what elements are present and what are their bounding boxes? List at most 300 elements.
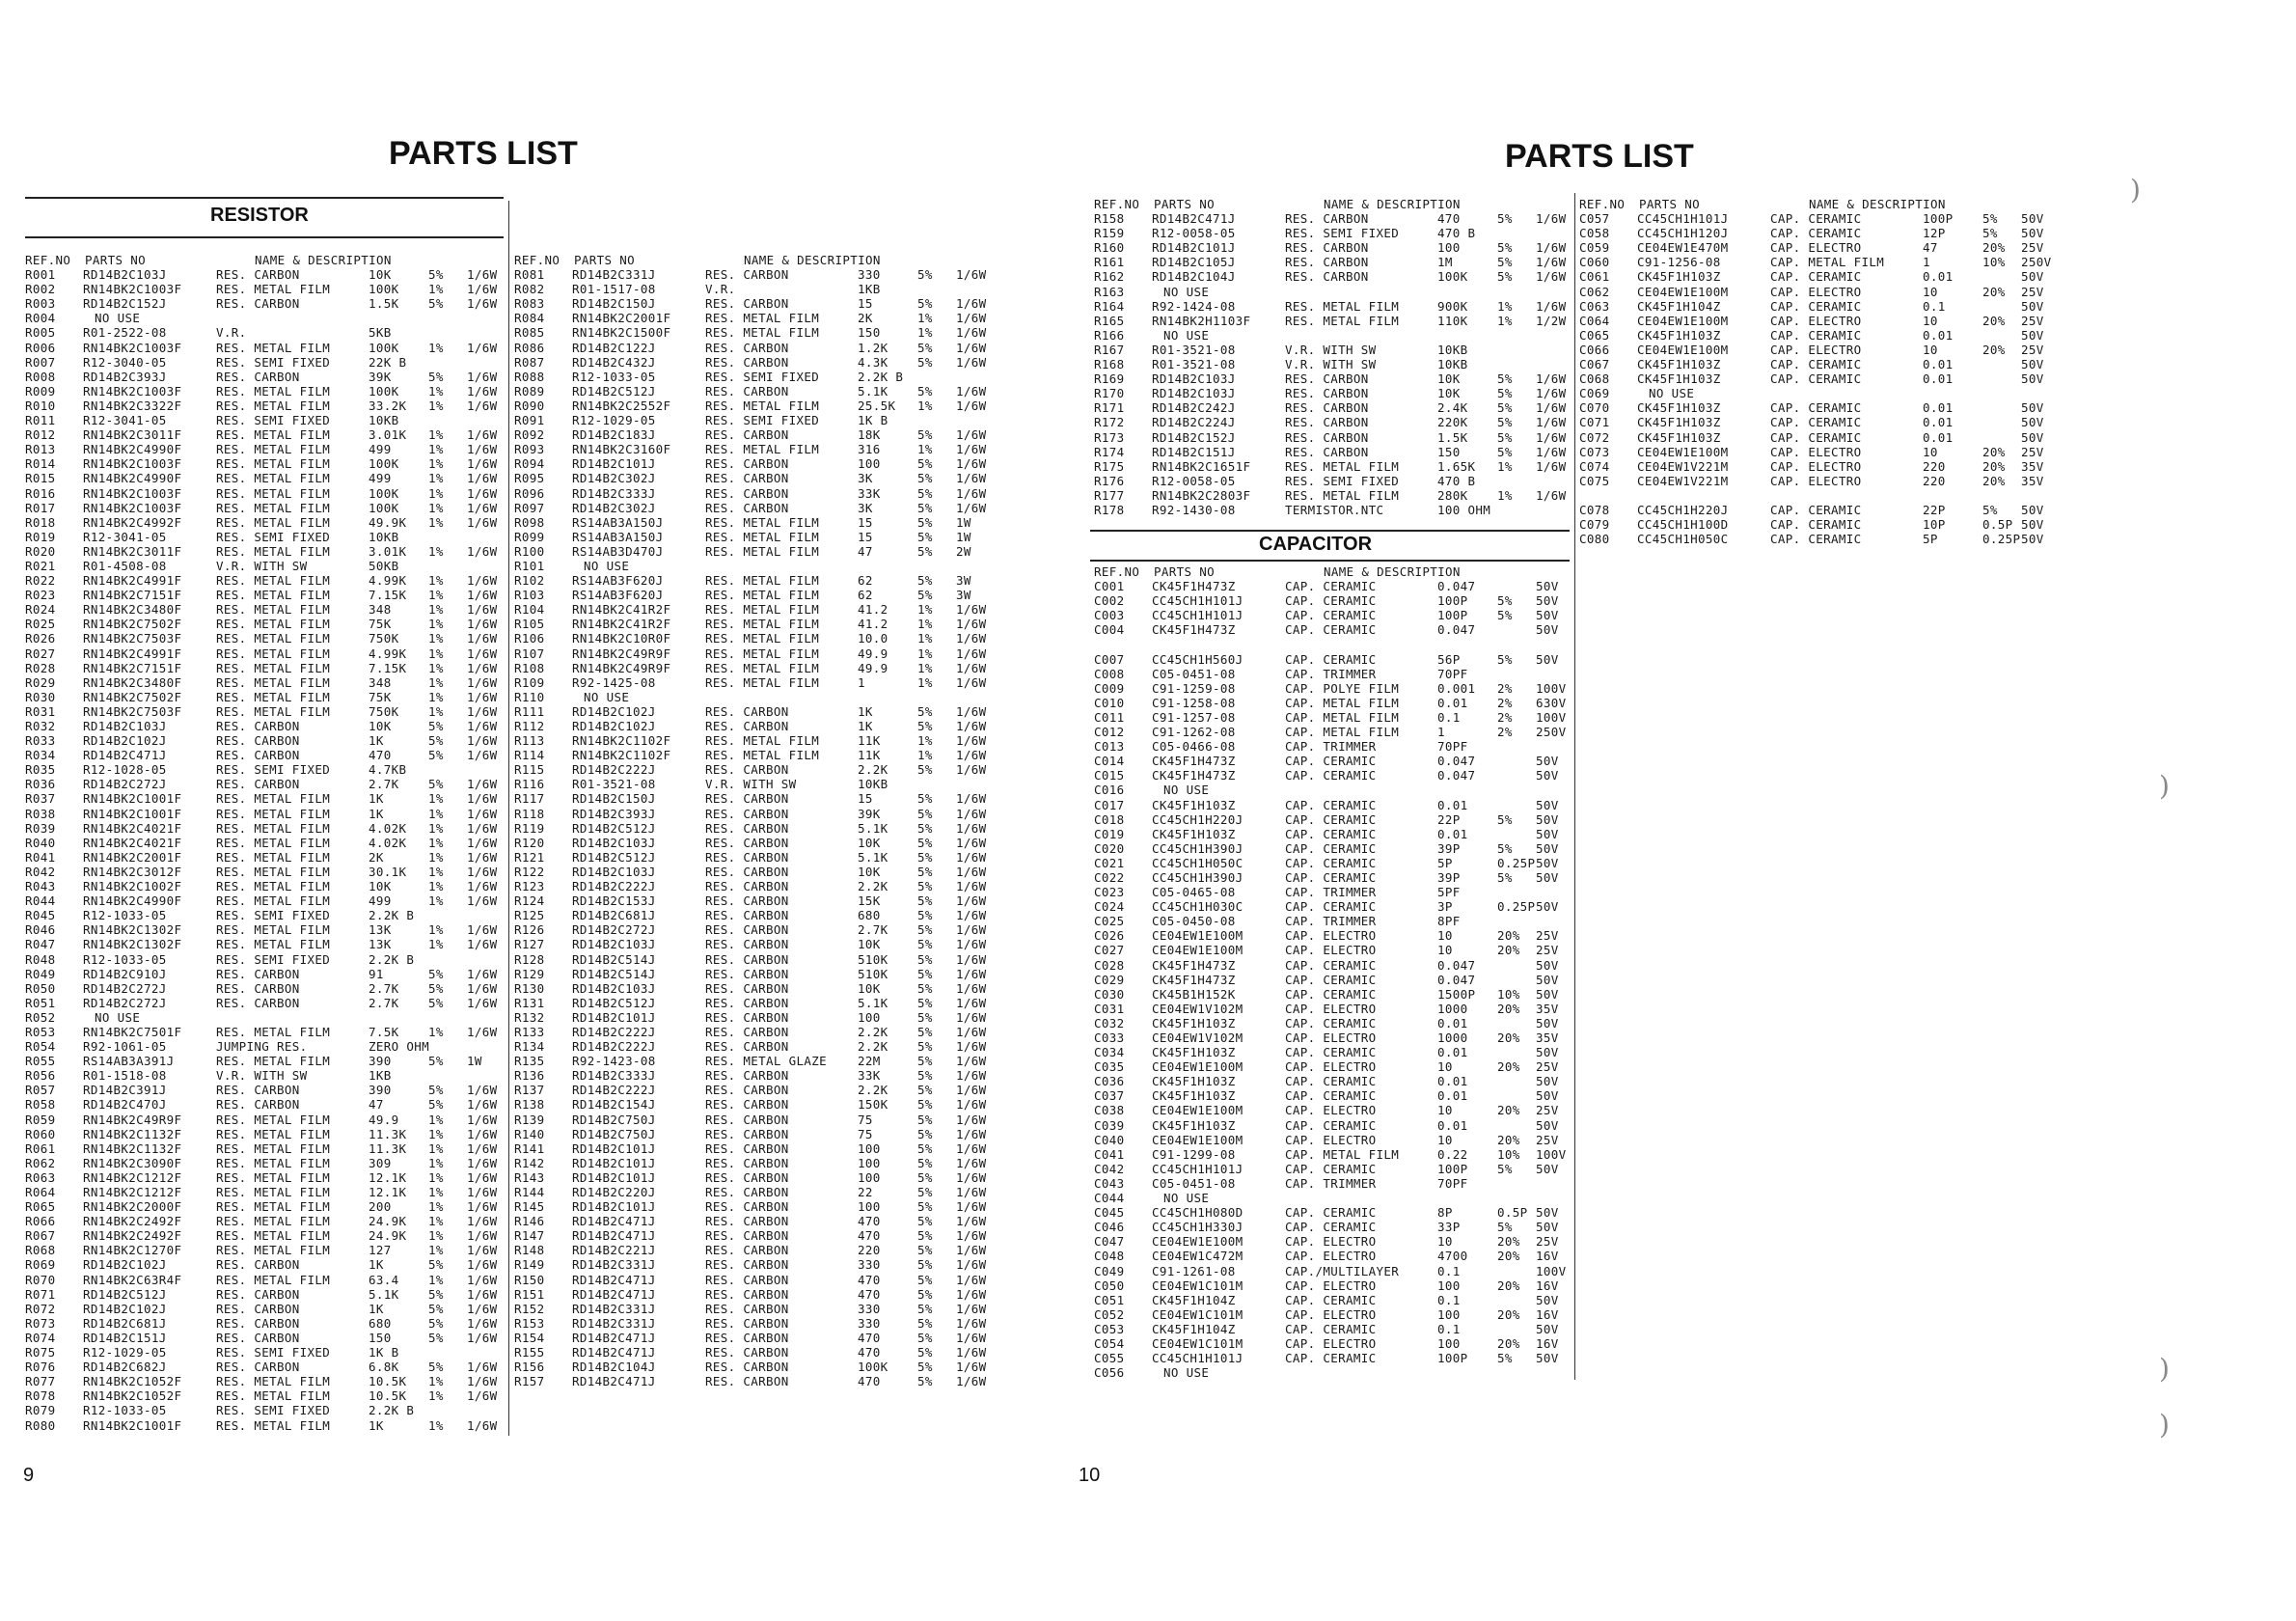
table-row [1094,899,1576,914]
tolerance: 1% [428,703,444,719]
ref-no: R104 [514,602,545,618]
table-row [1094,696,1576,710]
header-desc: NAME & DESCRIPTION [255,253,392,267]
value: 499 [369,442,392,457]
description: RES. CARBON [705,922,789,938]
tolerance: 5% [428,1315,444,1331]
rating: 16V [1536,1306,1559,1322]
ref-no: R170 [1094,386,1125,401]
table-row [1094,1336,1576,1351]
value: 2.2K [858,1083,888,1098]
description: RES. CARBON [705,1272,789,1287]
description: JUMPING RES. [216,1039,308,1055]
ref-no: C053 [1094,1321,1125,1336]
table-row [1094,1074,1576,1088]
table-row [25,1388,507,1403]
ref-no: R016 [25,485,56,501]
parts-no: RD14B2C471J [572,1228,656,1244]
parts-no: RD14B2C432J [572,354,656,370]
table-row [514,311,997,325]
value: 10 [1437,1234,1453,1250]
table-row [1579,517,2062,532]
table-row [514,1273,997,1287]
tolerance: 1% [428,442,444,457]
table-row [25,486,507,501]
description: RES. SEMI FIXED [1285,226,1400,241]
rating: 25V [1536,1103,1559,1118]
ref-no: C043 [1094,1175,1125,1191]
table-row [514,807,997,821]
description: RES. CARBON [705,849,789,865]
table-row [1094,710,1576,725]
value: 70PF [1437,1175,1468,1191]
table-row [25,791,507,806]
table-row [514,1156,997,1170]
tolerance: 5% [917,1360,933,1375]
table-row [1094,1351,1576,1365]
header-parts: PARTS NO [1154,564,1216,579]
ref-no: R109 [514,674,545,690]
table-row [514,908,997,922]
margin-bracket-icon: ) [2130,174,2141,206]
rating: 1/6W [467,1169,498,1185]
value: 1KB [858,282,881,297]
ref-no: C047 [1094,1234,1125,1250]
value: 10K [858,937,881,952]
description: RES. CARBON [705,893,789,909]
table-row [514,733,997,748]
description: RES. CARBON [1285,255,1369,270]
description: RES. CARBON [705,340,789,355]
ref-no: R005 [25,325,56,341]
tolerance: 5% [1497,1220,1513,1235]
description: RES. CARBON [705,1199,789,1215]
value: 91 [369,966,384,981]
description: RES. CARBON [216,1330,300,1345]
parts-no: RD14B2C331J [572,1257,656,1273]
parts-no: R12-0058-05 [1152,226,1236,241]
tolerance: 1% [917,442,933,457]
description: CAP. POLYE FILM [1285,680,1400,696]
value: 100K [369,282,399,297]
parts-no: RD14B2C101J [572,1140,656,1156]
table-row [514,617,997,631]
rating: 1/6W [467,398,498,413]
ref-no: R095 [514,471,545,486]
header-desc: NAME & DESCRIPTION [1324,197,1461,211]
tolerance: 5% [917,1083,933,1098]
description: CAP. CERAMIC [1770,298,1862,314]
tolerance: 1% [1497,313,1513,328]
tolerance: 1% [428,1388,444,1404]
parts-no: RD14B2C103J [572,937,656,952]
rating: 50V [2021,226,2044,241]
rating: 50V [2021,400,2044,416]
ref-no: R168 [1094,357,1125,372]
rating: 25V [1536,1059,1559,1075]
parts-no: RD14B2C102J [572,703,656,719]
description: RES. METAL FILM [216,1243,331,1258]
ref-no: C015 [1094,768,1125,783]
rating: 1/6W [956,456,987,472]
rating: 1/6W [467,1388,498,1404]
description: RES. METAL FILM [216,660,331,675]
ref-no: R103 [514,588,545,603]
ref-no: R105 [514,617,545,632]
parts-no: CE04EW1C101M [1152,1306,1244,1322]
value: 0.1 [1437,709,1461,725]
parts-no: RD14B2C122J [572,340,656,355]
parts-no: RD14B2C393J [572,806,656,821]
parts-no: RD14B2C103J [572,980,656,996]
value: 220 [858,1243,881,1258]
rating: 50V [1536,1321,1559,1336]
tolerance: 5% [428,296,444,312]
value: 0.047 [1437,754,1476,769]
table-row [514,646,997,661]
value: 10K [369,267,392,283]
description: CAP. CERAMIC [1770,517,1862,533]
tolerance: 10% [1982,255,2006,270]
tolerance: 5% [917,1286,933,1302]
description: RES. CARBON [1285,429,1369,445]
description: CAP. ELECTRO [1285,1234,1377,1250]
parts-no: RN14BK2C4991F [83,573,182,589]
header-ref: REF.NO [1094,197,1140,211]
ref-no: R023 [25,588,56,603]
rating: 1/6W [1536,487,1567,503]
table-row [1094,928,1576,943]
description: RES. METAL FILM [705,514,820,530]
description: CAP. CERAMIC [1285,768,1377,783]
rating: 1/6W [956,1024,987,1039]
parts-no: RD14B2C152J [83,296,167,312]
table-row [1579,371,2062,386]
value: 4700 [1437,1249,1468,1264]
ref-no: R126 [514,922,545,938]
value: 1K [369,733,384,749]
header-parts: PARTS NO [1154,197,1216,211]
tolerance: 1% [428,660,444,675]
ref-no: R154 [514,1330,545,1345]
value: 5.1K [858,820,888,836]
tolerance: 5% [1497,811,1513,827]
parts-no: CC45CH1H080D [1152,1205,1244,1221]
tolerance: 5% [1497,415,1513,430]
value: 0.1 [1437,1321,1461,1336]
rating: 630V [1536,695,1567,710]
rating: 1/6W [956,1126,987,1141]
rating: 50V [1536,899,1559,915]
ref-no: R067 [25,1228,56,1244]
tolerance: 1% [428,1272,444,1287]
table-row [514,1243,997,1257]
rating: 2W [956,543,971,559]
description: RES. METAL FILM [216,1112,331,1127]
rating: 1/6W [467,1083,498,1098]
tolerance: 1% [428,514,444,530]
table-row [25,937,507,951]
parts-no: RD14B2C101J [572,1155,656,1170]
ref-no: R116 [514,777,545,792]
parts-no: CC45CH1H390J [1152,869,1244,885]
table-row [1094,1249,1576,1263]
description: RES. CARBON [216,267,300,283]
margin-bracket-icon: ) [2159,1353,2170,1385]
description: RES. METAL FILM [705,398,820,413]
parts-no: CC45CH1H101J [1152,608,1244,623]
parts-no: RD14B2C331J [572,1315,656,1331]
ref-no: C037 [1094,1088,1125,1104]
value: 0.01 [1923,269,1954,285]
tolerance: 20% [1497,1030,1520,1045]
value: 47 [858,543,873,559]
ref-no: C033 [1094,1030,1125,1045]
tolerance: 5% [917,1009,933,1025]
value: 470 [1437,211,1461,227]
table-row [25,850,507,865]
parts-no: CK45F1H103Z [1637,357,1721,372]
table-row [514,762,997,777]
rating: 50V [1536,1015,1559,1030]
description: RES. METAL FILM [216,543,331,559]
value: 280K [1437,487,1468,503]
ref-no: R030 [25,689,56,704]
ref-no: R121 [514,849,545,865]
table-row [1094,870,1576,885]
rating: 100V [1536,709,1567,725]
ref-no: R022 [25,573,56,589]
parts-no: RD14B2C750J [572,1112,656,1127]
description: CAP. CERAMIC [1285,957,1377,973]
parts-no: RS14AB3A391J [83,1054,175,1069]
ref-no: R123 [514,879,545,894]
value: 49.9K [369,514,407,530]
description: RES. CARBON [1285,371,1369,387]
rating: 25V [1536,928,1559,944]
description: RES. METAL FILM [1285,458,1400,474]
value: 10K [858,980,881,996]
value: 11.3K [369,1126,407,1141]
table-row [1094,1030,1576,1045]
parts-no: RN14BK2C3160F [572,442,671,457]
description: RES. CARBON [705,879,789,894]
ref-no: R137 [514,1083,545,1098]
description: RES. CARBON [705,1097,789,1113]
description: CAP. TRIMMER [1285,739,1377,755]
parts-no: R01-2522-08 [83,325,167,341]
rating: 1/6W [956,646,987,661]
description: RES. METAL FILM [705,442,820,457]
tolerance: 20% [1497,1103,1520,1118]
value: 100 [858,456,881,472]
description: RES. CARBON [216,1257,300,1273]
rating: 50V [2021,429,2044,445]
parts-no: CK45F1H103Z [1152,826,1236,841]
rating: 50V [2021,357,2044,372]
ref-no: C046 [1094,1220,1125,1235]
rating: 1/6W [467,1360,498,1375]
parts-no: CE04EW1C472M [1152,1249,1244,1264]
description: RES. CARBON [705,500,789,515]
rating: 1/6W [956,354,987,370]
table-row [25,384,507,398]
table-row [25,1113,507,1127]
tolerance: 0.25P [1497,855,1536,870]
parts-no: RN14BK2C1003F [83,456,182,472]
parts-no: RD14B2C151J [1152,444,1236,459]
table-row [1094,1045,1576,1059]
rating: 50V [1536,1292,1559,1307]
parts-no: RD14B2C103J [572,835,656,850]
description: RES. SEMI FIXED [216,908,331,923]
table-row [1579,430,2062,445]
description: CAP. CERAMIC [1285,651,1377,667]
rating: 1/6W [1536,211,1567,227]
rating: 1/6W [1536,386,1567,401]
value: 12.1K [369,1185,407,1199]
rating: 1/6W [956,1169,987,1185]
value: 10 [1437,928,1453,944]
description: RES. CARBON [705,1301,789,1316]
value: 5P [1923,532,1938,547]
table-row [25,661,507,675]
parts-no: CK45F1H103Z [1637,269,1721,285]
table-row [1094,1088,1576,1103]
table-row [514,1287,997,1302]
ref-no: C036 [1094,1074,1125,1089]
parts-no: RN14BK2C41R2F [572,617,671,632]
parts-no: RD14B2C512J [572,849,656,865]
parts-no: RN14BK2C1003F [83,383,182,398]
tolerance: 5% [428,1286,444,1302]
ref-no: R099 [514,529,545,544]
tolerance: 5% [917,1054,933,1069]
parts-no: CC45CH1H330J [1152,1220,1244,1235]
description: CAP. ELECTRO [1770,313,1862,328]
ref-no: R162 [1094,269,1125,285]
value: 1K [369,1257,384,1273]
rating: 1/6W [467,748,498,763]
table-row [25,1345,507,1360]
ref-no: R087 [514,354,545,370]
rating: 50V [1536,869,1559,885]
description: RES. CARBON [705,835,789,850]
rating: 50V [2021,532,2044,547]
description: RES. METAL FILM [216,514,331,530]
description: RES. METAL FILM [216,879,331,894]
value: 7.15K [369,588,407,603]
tolerance: 5% [428,980,444,996]
description: CAP. CERAMIC [1770,429,1862,445]
parts-no: RD14B2C302J [572,471,656,486]
parts-no: C91-1261-08 [1152,1263,1236,1278]
rating: 1/6W [467,1374,498,1389]
rating: 50V [2021,269,2044,285]
capacitor-table-a [1094,564,1576,1380]
tolerance: 0.5P [1497,1205,1528,1221]
parts-no: RN14BK2C1001F [83,1417,182,1433]
value: 10 [1437,1132,1453,1147]
rating: 50V [1536,797,1559,812]
tolerance: 2% [1497,680,1513,696]
value: 348 [369,602,392,618]
margin-bracket-icon: ) [2159,770,2170,802]
description: RES. METAL FILM [216,1272,331,1287]
ref-no: R008 [25,369,56,384]
value: 33.2K [369,398,407,413]
table-row [1094,255,1576,269]
description: RES. CARBON [705,354,789,370]
parts-no: CE04EW1E100M [1637,342,1729,357]
parts-no: RD14B2C103J [1152,371,1236,387]
value: 41.2 [858,617,888,632]
rating: 50V [2021,517,2044,533]
table-row [1579,343,2062,357]
tolerance: 1% [917,398,933,413]
tolerance: 5% [1497,1161,1513,1176]
value: 100K [858,1360,888,1375]
table-row [1094,400,1576,415]
tolerance: 1% [1497,298,1513,314]
tolerance: 5% [1497,608,1513,623]
rating: 1/6W [467,500,498,515]
rating: 1/6W [956,951,987,967]
table-row [514,704,997,719]
value: 2.7K [369,777,399,792]
ref-no: C012 [1094,725,1125,740]
table-row [514,1257,997,1272]
ref-no: C041 [1094,1146,1125,1162]
tolerance: 1% [428,879,444,894]
table-row [25,1010,507,1025]
parts-no: CC45CH1H390J [1152,840,1244,856]
rating: 1/6W [956,1374,987,1389]
table-row [1579,459,2062,474]
table-row [25,967,507,981]
parts-no: CK45F1H473Z [1152,972,1236,987]
parts-no: C91-1262-08 [1152,725,1236,740]
tolerance: 1% [428,588,444,603]
description: RES. METAL FILM [216,703,331,719]
value: 100 [858,1009,881,1025]
table-row [25,544,507,559]
parts-no: RS14AB3F620J [572,573,664,589]
parts-no: RD14B2C242J [1152,400,1236,416]
value: 10.5K [369,1374,407,1389]
resistor-table-col1 [25,253,507,1433]
tolerance: 1% [917,748,933,763]
value: 7.15K [369,660,407,675]
parts-no: RD14B2C103J [83,267,167,283]
table-row [514,1054,997,1068]
rating: 50V [1536,957,1559,973]
parts-no: RN14BK2C41R2F [572,602,671,618]
rating: 1/6W [1536,298,1567,314]
ref-no: R129 [514,966,545,981]
tolerance: 20% [1982,240,2006,256]
tolerance: 5% [917,1243,933,1258]
description: CAP. CERAMIC [1770,400,1862,416]
rating: 1/2W [1536,313,1567,328]
ref-no: R128 [514,951,545,967]
tolerance: 10% [1497,1146,1520,1162]
ref-no: R122 [514,864,545,879]
ref-no: R117 [514,791,545,807]
value: 0.01 [1923,357,1954,372]
tolerance: 5% [917,893,933,909]
ref-no: C018 [1094,811,1125,827]
